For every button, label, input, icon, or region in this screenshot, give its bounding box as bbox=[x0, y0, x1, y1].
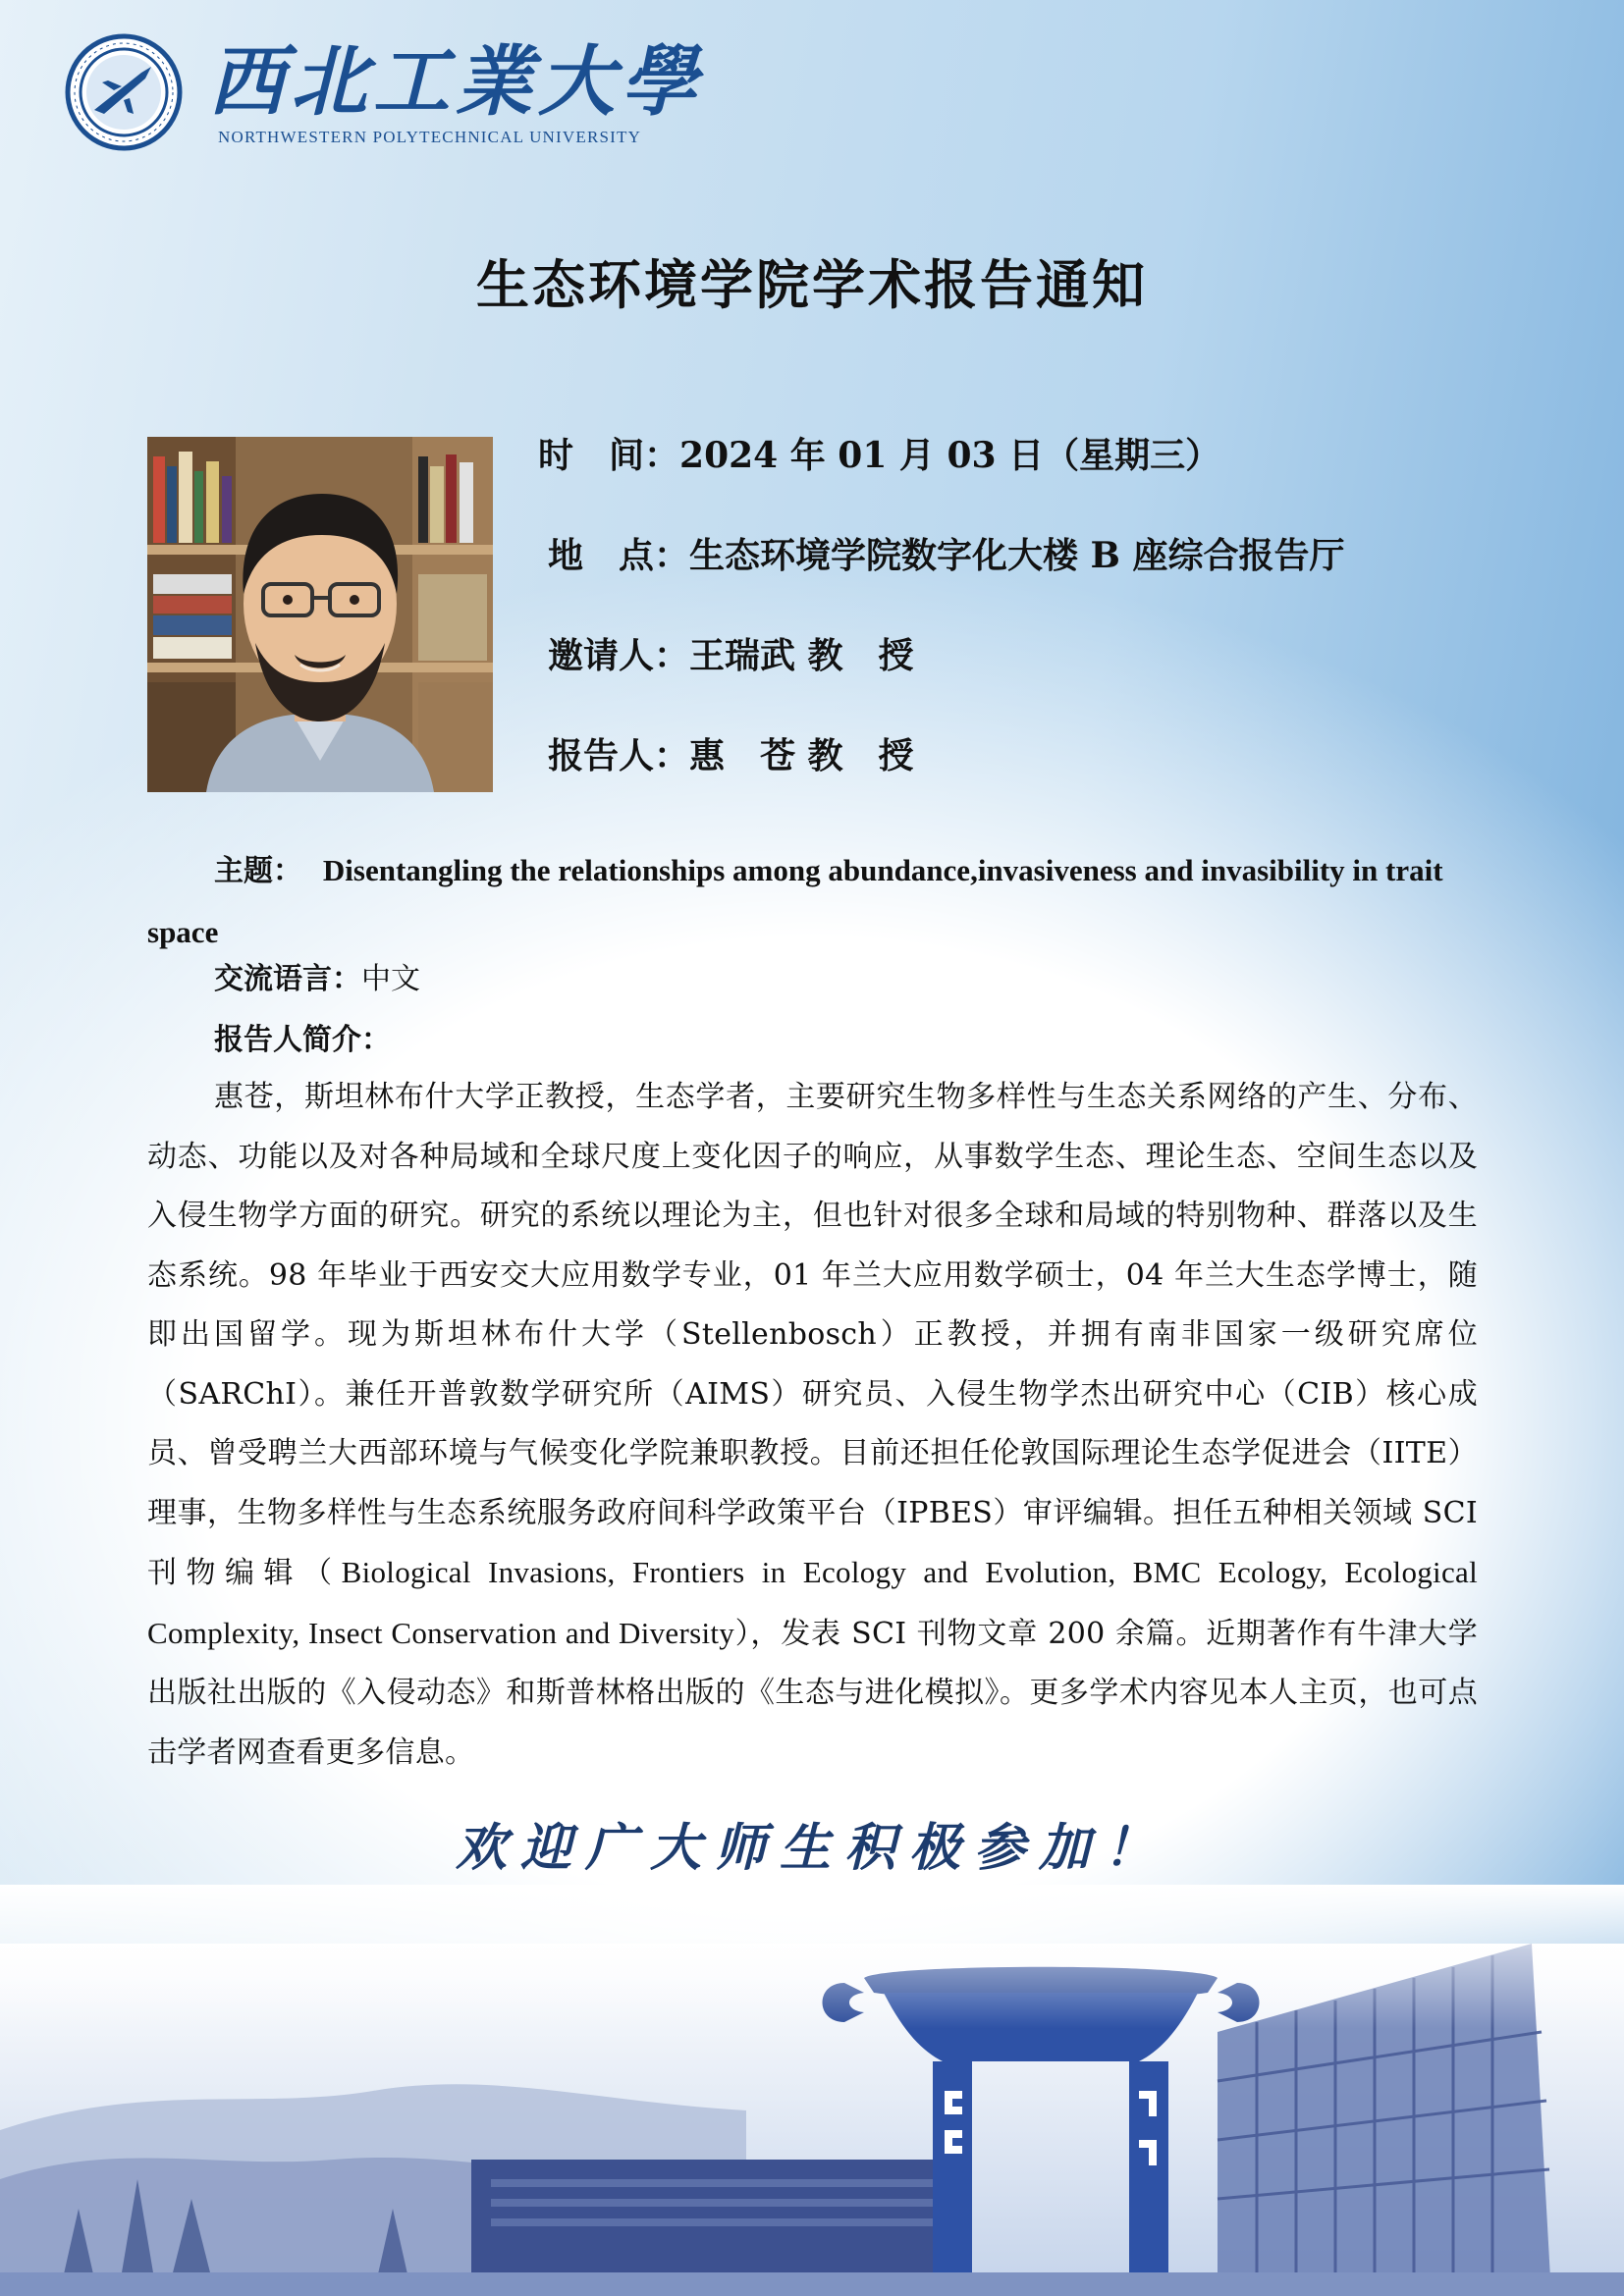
place-line bbox=[548, 528, 1345, 578]
university-name-en: NORTHWESTERN POLYTECHNICAL UNIVERSITY bbox=[218, 128, 642, 146]
speaker-label: 报告人： bbox=[548, 735, 690, 776]
speaker-value: 惠 苍 教 授 bbox=[689, 735, 914, 776]
bio-journals: Biological Invasions, Frontiers in Ecology and Evolution, BMC Ecology, Ecological Complexity, Insect Conservation and Diversity bbox=[147, 1555, 1478, 1650]
time-value: 2024 年 01 月 03 日（星期三） bbox=[679, 435, 1221, 476]
language-value: 中文 bbox=[361, 962, 420, 996]
inviter-label: 邀请人： bbox=[548, 635, 690, 676]
inviter-value: 王瑞武 教 授 bbox=[689, 635, 914, 676]
university-emblem-icon bbox=[65, 33, 183, 151]
page-title: 生态环境学院学术报告通知 bbox=[476, 253, 1148, 316]
time-label: 时 间： bbox=[538, 435, 680, 476]
time-line bbox=[538, 428, 1220, 478]
university-name-cn: 西北工業大學 bbox=[208, 37, 704, 127]
speaker-line bbox=[548, 728, 914, 778]
speaker-portrait-image bbox=[147, 437, 493, 792]
language-line bbox=[214, 954, 420, 997]
bio-text-part1: 惠苍，斯坦林布什大学正教授，生态学者，主要研究生物多样性与生态关系网络的产生、分布、动态、功能以及对各种局域和全球尺度上变化因子的响应，从事数学生态、理论生态、空间生态以及入侵生物学方面的研究。研究的系统以理论为主，但也针对很多全球和局域的特别物种、群落以及生态系统。98 年毕业于西安交大应用数学专业，01 年兰大应用数学硕士，04 年兰大生态学博士，随即出国留学。现为斯坦林布什大学（Stellenbosch）正教授，并拥有南非国家一级研究席位（SARChI）。兼任开普敦数学研究所（AIMS）研究员、入侵生物学杰出研究中心（CIB）核心成员、曾受聘兰大西部环境与气候变化学院兼职教授。目前还担任伦敦国际理论生态学促进会（IITE）理事，生物多样性与生态系统服务政府间科学政策平台（IPBES）审评编辑。担任五种相关领域 SCI 刊物编辑（ bbox=[147, 1080, 1478, 1590]
bio-heading: 报告人简介： bbox=[214, 1023, 391, 1057]
campus-footer-illustration bbox=[0, 1885, 1624, 2296]
place-value: 生态环境学院数字化大楼 B 座综合报告厅 bbox=[689, 535, 1345, 576]
bio-paragraph bbox=[147, 1068, 1478, 1783]
topic-paragraph bbox=[147, 840, 1478, 964]
bio-text-part2: ），发表 SCI 刊物文章 200 余篇。近期著作有牛津大学出版社出版的《入侵动态》和斯普林格出版的《生态与进化模拟》。更多学术内容见本人主页，也可点击学者网查看更多信息。 bbox=[147, 1616, 1478, 1770]
place-label: 地 点： bbox=[548, 535, 690, 576]
university-logo bbox=[65, 33, 704, 151]
topic-text: Disentangling the relationships among abundance,invasiveness and invasibility in trait space bbox=[147, 853, 1443, 949]
inviter-line bbox=[548, 628, 914, 678]
welcome-slogan: 欢迎广大师生积极参加！ bbox=[455, 1818, 1168, 1878]
speaker-photo bbox=[147, 437, 493, 792]
topic-label: 主题： bbox=[214, 854, 302, 888]
language-label: 交流语言： bbox=[214, 962, 361, 996]
